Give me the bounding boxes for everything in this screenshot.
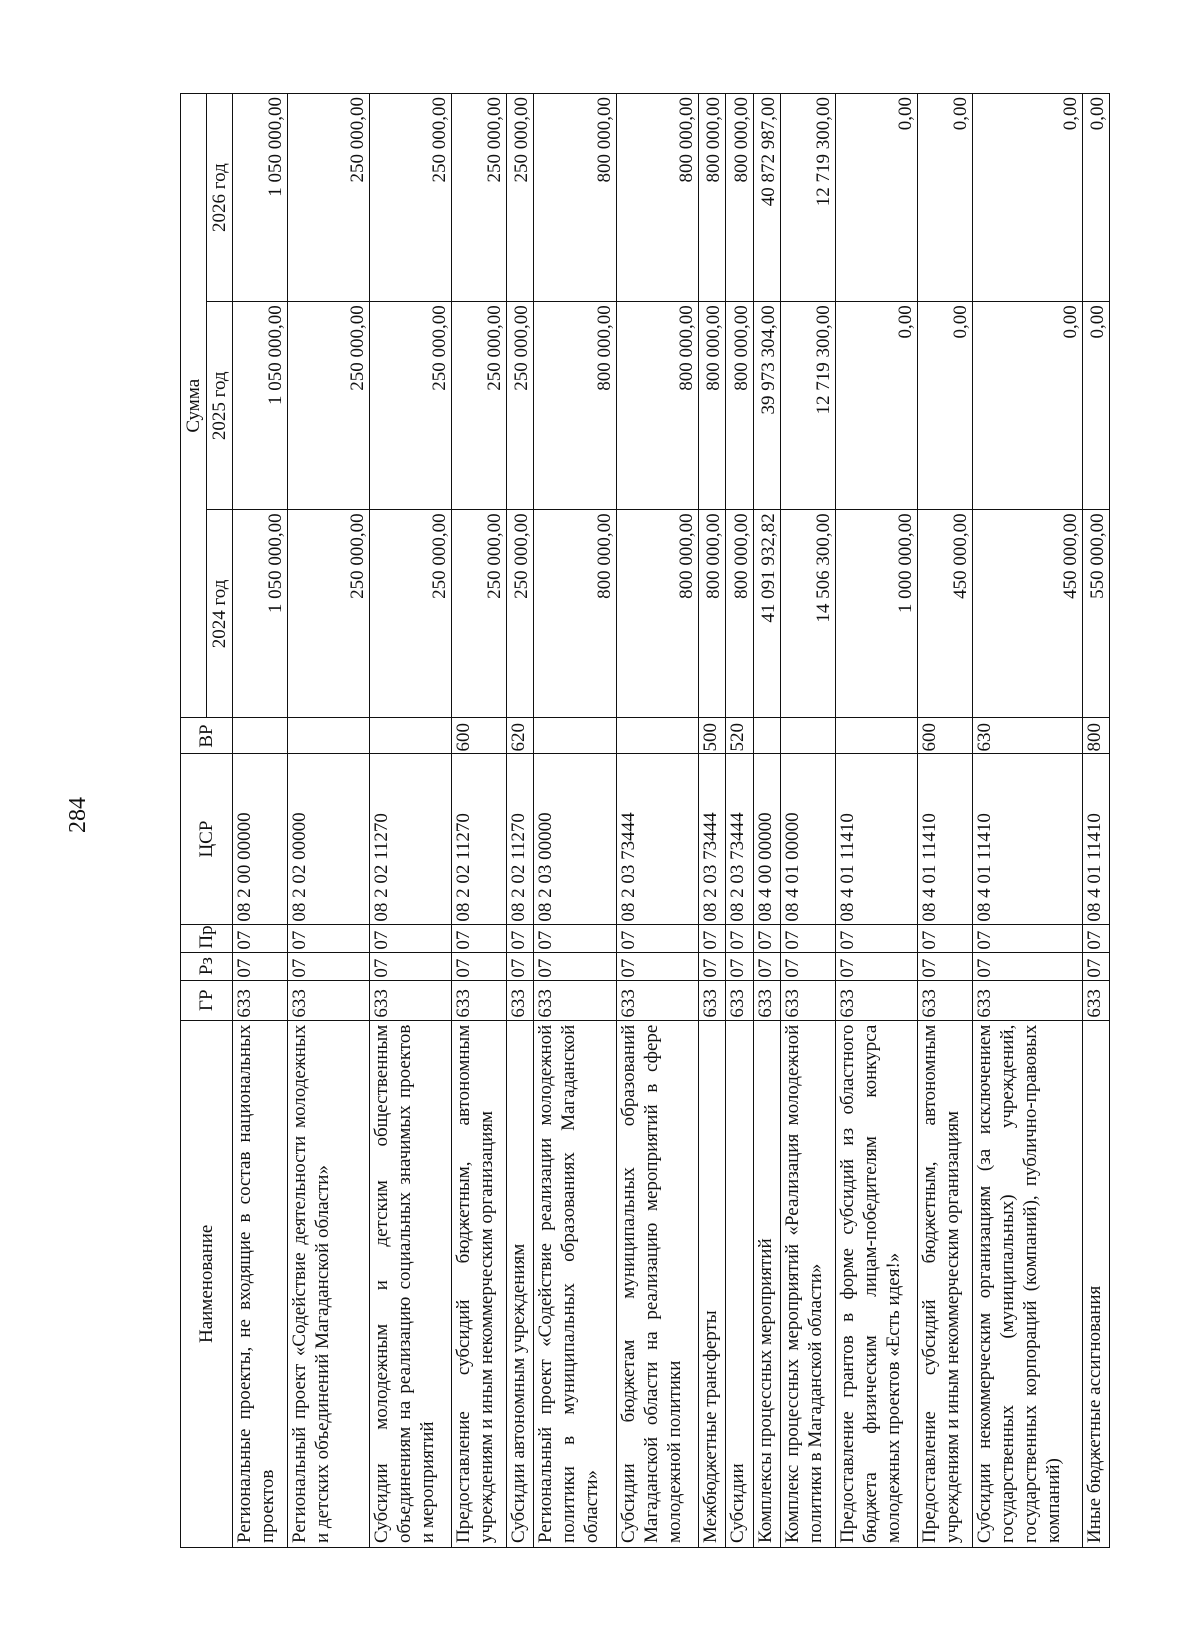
row-2025: 800 000,00 bbox=[534, 302, 616, 510]
row-name: Межбюджетные трансферты bbox=[698, 1020, 725, 1547]
row-name: Иные бюджетные ассигнования bbox=[1082, 1020, 1109, 1547]
header-gr: ГР bbox=[181, 980, 233, 1020]
row-gr: 633 bbox=[287, 980, 369, 1020]
table-row bbox=[507, 94, 534, 1548]
row-vr bbox=[233, 718, 288, 754]
row-2024: 41 091 932,82 bbox=[753, 510, 780, 718]
row-csr: 08 2 02 11270 bbox=[507, 754, 534, 924]
table-row bbox=[534, 94, 616, 1548]
row-2025: 39 973 304,00 bbox=[753, 302, 780, 510]
row-2026: 0,00 bbox=[1082, 94, 1109, 302]
header-2025: 2025 год bbox=[207, 302, 233, 510]
row-gr: 633 bbox=[972, 980, 1082, 1020]
row-name: Комплекс процессных мероприятий «Реализация молодежной политики в Магаданской области» bbox=[781, 1020, 836, 1547]
table-row bbox=[918, 94, 973, 1548]
row-csr: 08 4 01 11410 bbox=[972, 754, 1082, 924]
row-gr: 633 bbox=[233, 980, 288, 1020]
row-gr: 633 bbox=[698, 980, 725, 1020]
header-sum: Сумма bbox=[181, 94, 207, 718]
row-csr: 08 4 01 11410 bbox=[1082, 754, 1109, 924]
row-vr: 500 bbox=[698, 718, 725, 754]
row-2026: 800 000,00 bbox=[726, 94, 753, 302]
header-rz: Рз bbox=[181, 952, 233, 980]
row-name: Субсидии бюджетам муниципальных образований Магаданской области на реализацию мероприятий в сфере молодежной политики bbox=[616, 1020, 698, 1547]
row-2024: 250 000,00 bbox=[507, 510, 534, 718]
row-pr: 07 bbox=[1082, 924, 1109, 952]
row-pr: 07 bbox=[287, 924, 369, 952]
row-gr: 633 bbox=[370, 980, 452, 1020]
header-pr: Пр bbox=[181, 924, 233, 952]
row-vr: 630 bbox=[972, 718, 1082, 754]
row-vr bbox=[287, 718, 369, 754]
row-2024: 800 000,00 bbox=[616, 510, 698, 718]
row-name: Комплексы процессных мероприятий bbox=[753, 1020, 780, 1547]
row-name: Предоставление субсидий бюджетным, автономным учреждениям и иным некоммерческим организациям bbox=[452, 1020, 507, 1547]
row-csr: 08 2 02 00000 bbox=[287, 754, 369, 924]
row-2024: 250 000,00 bbox=[287, 510, 369, 718]
row-2026: 250 000,00 bbox=[507, 94, 534, 302]
row-2025: 0,00 bbox=[972, 302, 1082, 510]
row-rz: 07 bbox=[507, 952, 534, 980]
row-pr: 07 bbox=[370, 924, 452, 952]
row-vr bbox=[753, 718, 780, 754]
row-name: Предоставление субсидий бюджетным, автономным учреждениям и иным некоммерческим организациям bbox=[918, 1020, 973, 1547]
row-2026: 250 000,00 bbox=[287, 94, 369, 302]
header-csr: ЦСР bbox=[181, 754, 233, 924]
row-rz: 07 bbox=[835, 952, 917, 980]
row-2024: 800 000,00 bbox=[534, 510, 616, 718]
row-pr: 07 bbox=[972, 924, 1082, 952]
row-vr bbox=[370, 718, 452, 754]
row-2026: 0,00 bbox=[918, 94, 973, 302]
row-rz: 07 bbox=[452, 952, 507, 980]
row-2026: 800 000,00 bbox=[616, 94, 698, 302]
row-gr: 633 bbox=[452, 980, 507, 1020]
row-2025: 800 000,00 bbox=[698, 302, 725, 510]
row-2025: 250 000,00 bbox=[370, 302, 452, 510]
row-csr: 08 4 01 11410 bbox=[835, 754, 917, 924]
row-vr: 620 bbox=[507, 718, 534, 754]
row-csr: 08 2 02 11270 bbox=[452, 754, 507, 924]
row-2025: 250 000,00 bbox=[287, 302, 369, 510]
row-vr bbox=[534, 718, 616, 754]
table-row bbox=[287, 94, 369, 1548]
row-2026: 250 000,00 bbox=[452, 94, 507, 302]
row-vr: 800 bbox=[1082, 718, 1109, 754]
row-pr: 07 bbox=[233, 924, 288, 952]
row-2024: 800 000,00 bbox=[698, 510, 725, 718]
row-pr: 07 bbox=[507, 924, 534, 952]
header-vr: ВР bbox=[181, 718, 233, 754]
row-rz: 07 bbox=[726, 952, 753, 980]
table-row bbox=[972, 94, 1082, 1548]
row-rz: 07 bbox=[918, 952, 973, 980]
row-name: Субсидии автономным учреждениям bbox=[507, 1020, 534, 1547]
row-pr: 07 bbox=[616, 924, 698, 952]
row-rz: 07 bbox=[753, 952, 780, 980]
row-2024: 1 050 000,00 bbox=[233, 510, 288, 718]
table-row bbox=[726, 94, 753, 1548]
row-2024: 250 000,00 bbox=[370, 510, 452, 718]
row-2026: 0,00 bbox=[835, 94, 917, 302]
row-2024: 550 000,00 bbox=[1082, 510, 1109, 718]
row-csr: 08 2 03 00000 bbox=[534, 754, 616, 924]
row-gr: 633 bbox=[726, 980, 753, 1020]
row-pr: 07 bbox=[726, 924, 753, 952]
row-rz: 07 bbox=[698, 952, 725, 980]
row-name: Предоставление грантов в форме субсидий из областного бюджета физическим лицам-победителям конкурса молодежных проектов «Есть идея!» bbox=[835, 1020, 917, 1547]
table-row bbox=[835, 94, 917, 1548]
row-gr: 633 bbox=[534, 980, 616, 1020]
row-csr: 08 4 01 00000 bbox=[781, 754, 836, 924]
row-2026: 800 000,00 bbox=[698, 94, 725, 302]
row-2025: 1 050 000,00 bbox=[233, 302, 288, 510]
row-vr: 520 bbox=[726, 718, 753, 754]
row-name: Субсидии bbox=[726, 1020, 753, 1547]
row-2025: 250 000,00 bbox=[452, 302, 507, 510]
row-name: Субсидии молодежным и детским общественным объединениям на реализацию социальных значимых проектов и мероприятий bbox=[370, 1020, 452, 1547]
rotated-table-wrapper bbox=[180, 93, 1110, 1548]
row-rz: 07 bbox=[972, 952, 1082, 980]
row-pr: 07 bbox=[835, 924, 917, 952]
row-gr: 633 bbox=[781, 980, 836, 1020]
row-2025: 800 000,00 bbox=[726, 302, 753, 510]
table-row bbox=[698, 94, 725, 1548]
row-2026: 250 000,00 bbox=[370, 94, 452, 302]
row-pr: 07 bbox=[534, 924, 616, 952]
row-2025: 250 000,00 bbox=[507, 302, 534, 510]
row-rz: 07 bbox=[781, 952, 836, 980]
row-vr bbox=[781, 718, 836, 754]
row-2026: 12 719 300,00 bbox=[781, 94, 836, 302]
row-csr: 08 2 00 00000 bbox=[233, 754, 288, 924]
row-pr: 07 bbox=[452, 924, 507, 952]
row-2026: 1 050 000,00 bbox=[233, 94, 288, 302]
row-rz: 07 bbox=[287, 952, 369, 980]
table-row bbox=[1082, 94, 1109, 1548]
row-rz: 07 bbox=[370, 952, 452, 980]
row-2025: 0,00 bbox=[918, 302, 973, 510]
table-row bbox=[452, 94, 507, 1548]
row-2025: 800 000,00 bbox=[616, 302, 698, 510]
row-2024: 14 506 300,00 bbox=[781, 510, 836, 718]
header-2026: 2026 год bbox=[207, 94, 233, 302]
row-2026: 0,00 bbox=[972, 94, 1082, 302]
row-gr: 633 bbox=[1082, 980, 1109, 1020]
row-pr: 07 bbox=[753, 924, 780, 952]
row-gr: 633 bbox=[616, 980, 698, 1020]
row-rz: 07 bbox=[233, 952, 288, 980]
row-2024: 450 000,00 bbox=[972, 510, 1082, 718]
row-2024: 250 000,00 bbox=[452, 510, 507, 718]
table-body bbox=[233, 94, 1110, 1548]
row-2025: 12 719 300,00 bbox=[781, 302, 836, 510]
row-csr: 08 2 03 73444 bbox=[698, 754, 725, 924]
row-2024: 450 000,00 bbox=[918, 510, 973, 718]
table-row bbox=[370, 94, 452, 1548]
table-row bbox=[781, 94, 836, 1548]
row-csr: 08 4 01 11410 bbox=[918, 754, 973, 924]
row-name: Субсидии некоммерческим организациям (за исключением государственных (муниципальных) учреждений, государственных корпораций (компаний), публично-правовых компаний) bbox=[972, 1020, 1082, 1547]
budget-table bbox=[180, 93, 1110, 1548]
row-gr: 633 bbox=[753, 980, 780, 1020]
header-name: Наименование bbox=[181, 1020, 233, 1547]
row-csr: 08 2 03 73444 bbox=[726, 754, 753, 924]
row-pr: 07 bbox=[781, 924, 836, 952]
row-name: Региональный проект «Содействие деятельности молодежных и детских объединений Магаданской области» bbox=[287, 1020, 369, 1547]
header-2024: 2024 год bbox=[207, 510, 233, 718]
row-gr: 633 bbox=[918, 980, 973, 1020]
row-csr: 08 4 00 00000 bbox=[753, 754, 780, 924]
row-vr: 600 bbox=[918, 718, 973, 754]
row-pr: 07 bbox=[918, 924, 973, 952]
row-rz: 07 bbox=[1082, 952, 1109, 980]
row-rz: 07 bbox=[616, 952, 698, 980]
page-number: 284 bbox=[65, 797, 91, 833]
row-vr bbox=[616, 718, 698, 754]
row-name: Региональный проект «Содействие реализации молодежной политики в муниципальных образованиях Магаданской области» bbox=[534, 1020, 616, 1547]
row-pr: 07 bbox=[698, 924, 725, 952]
row-rz: 07 bbox=[534, 952, 616, 980]
row-2026: 800 000,00 bbox=[534, 94, 616, 302]
table-row bbox=[233, 94, 288, 1548]
row-2024: 800 000,00 bbox=[726, 510, 753, 718]
row-2026: 40 872 987,00 bbox=[753, 94, 780, 302]
row-gr: 633 bbox=[507, 980, 534, 1020]
row-name: Региональные проекты, не входящие в состав национальных проектов bbox=[233, 1020, 288, 1547]
row-vr: 600 bbox=[452, 718, 507, 754]
row-csr: 08 2 03 73444 bbox=[616, 754, 698, 924]
row-csr: 08 2 02 11270 bbox=[370, 754, 452, 924]
row-gr: 633 bbox=[835, 980, 917, 1020]
table-row bbox=[753, 94, 780, 1548]
row-2024: 1 000 000,00 bbox=[835, 510, 917, 718]
row-2025: 0,00 bbox=[835, 302, 917, 510]
table-row bbox=[616, 94, 698, 1548]
row-2025: 0,00 bbox=[1082, 302, 1109, 510]
row-vr bbox=[835, 718, 917, 754]
